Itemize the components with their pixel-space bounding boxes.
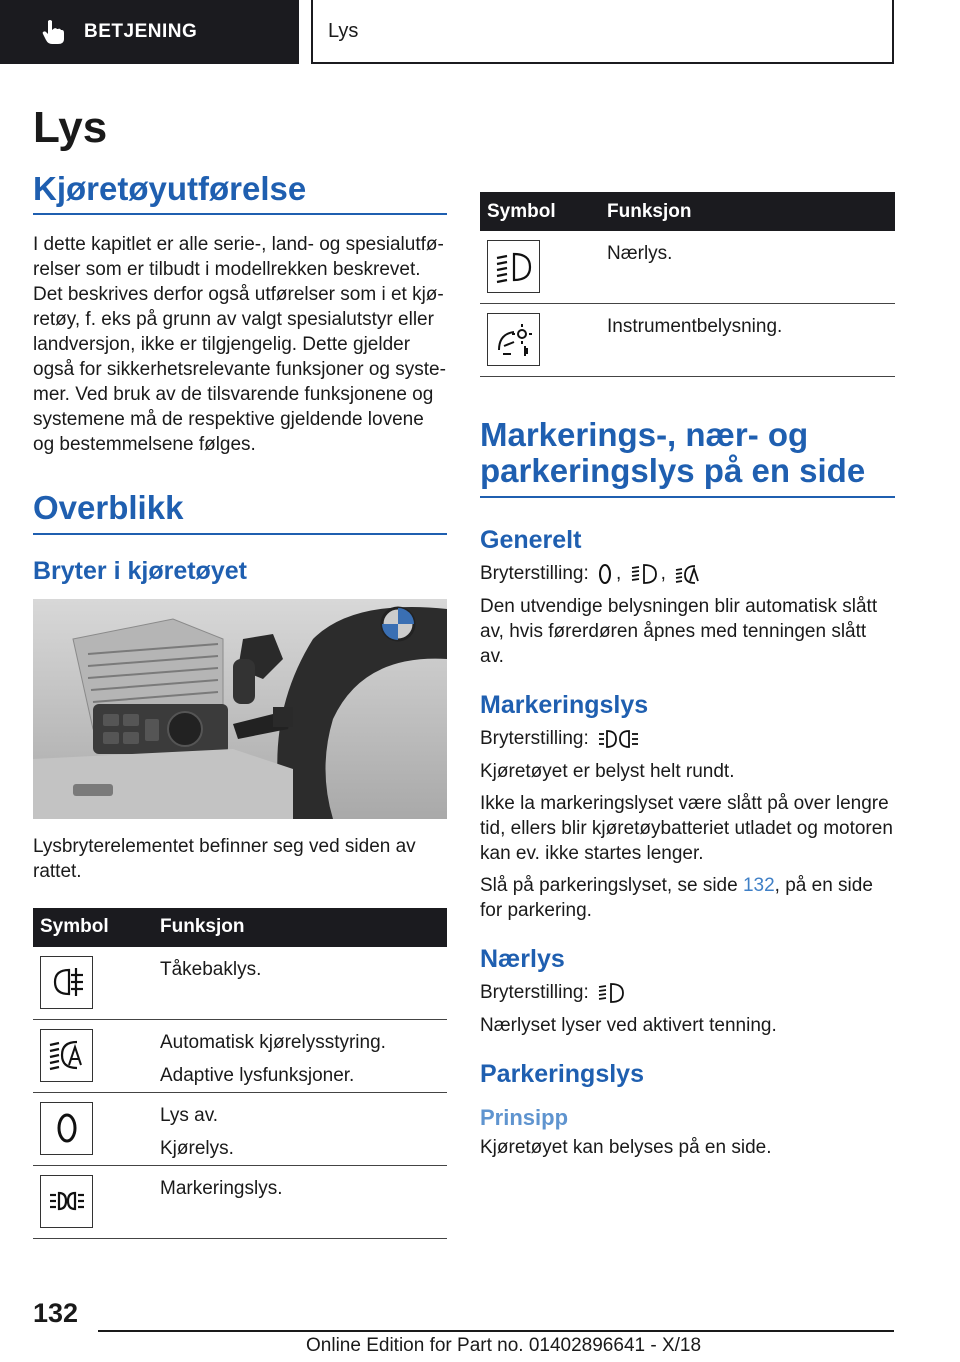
low-beam-icon (598, 982, 624, 1004)
heading-marker-lights: Markeringslys (480, 690, 649, 719)
text: Slå på parkeringslyset, se side (480, 874, 743, 896)
principle-text: Kjøretøyet kan belyses på en side. (480, 1136, 772, 1158)
heading-general: Generelt (480, 525, 582, 554)
heading-vehicle-version: Kjøretøyutførelse (33, 171, 447, 215)
page-link[interactable]: 132 (742, 874, 775, 896)
column-header-symbol: Symbol (33, 908, 150, 947)
photo-caption: Lysbryterelementet befinner seg ved siden av rattet. (33, 835, 416, 882)
column-header-symbol: Symbol (480, 192, 597, 231)
vehicle-version-text: I dette kapitlet er alle serie-, land- og spesialutførelser som er tilbudt i modellrekken beskrevet. Det beskrives derfor også utførelser som i et kjøretøy, f. eks på grunn av valgt spesialutstyr eller landversjon, ikke er tilgjengelig. Dette gjelder også for sikkerhetsrelevante funksjoner og systemer. Ved bruk av de tilsvarende funksjonene og systemene må de respektive gjeldende lovene og bestemmelsene følges. (33, 234, 446, 456)
header-section-tab (0, 0, 299, 64)
marker-text-3 (480, 873, 895, 923)
heading-switch-in-vehicle: Bryter i kjøretøyet (33, 556, 247, 585)
low-beam-icon (631, 563, 657, 585)
switch-position-label: Bryterstilling: (480, 981, 589, 1003)
lights-off-icon (598, 563, 612, 585)
parking-lights-icon (598, 728, 640, 750)
table-row (480, 231, 895, 304)
function-text: Adaptive lysfunksjoner. (160, 1064, 355, 1086)
header-title: Lys (328, 19, 359, 42)
heading-parking-lights: Parkeringslys (480, 1059, 644, 1088)
switch-position-label: Bryterstilling: (480, 727, 589, 749)
hand-pointer-icon (40, 19, 66, 45)
function-text: Automatisk kjørelysstyring. (160, 1031, 386, 1053)
symbol-table-right (480, 192, 895, 377)
table-row (33, 947, 447, 1020)
parking-lights-icon (40, 1175, 93, 1228)
column-header-function: Funksjon (597, 192, 895, 231)
footer-divider (98, 1330, 894, 1332)
page-number: 132 (33, 1298, 79, 1328)
function-text: Tåkebaklys. (160, 958, 262, 980)
function-text: Instrumentbelysning. (607, 316, 783, 337)
lowbeam-text: Nærlyset lyser ved aktivert tenning. (480, 1014, 777, 1036)
left-column (33, 95, 447, 1239)
column-header-function: Funksjon (150, 908, 447, 947)
rear-fog-light-icon (40, 956, 93, 1009)
lowbeam-switch-line (480, 980, 895, 1005)
footer-edition: Online Edition for Part no. 01402896641 - X/18 (306, 1335, 702, 1356)
automatic-headlight-icon (675, 563, 701, 585)
function-text: Markeringslys. (160, 1177, 283, 1199)
separator: , (616, 562, 622, 584)
function-text: Kjørelys. (160, 1137, 234, 1159)
general-switch-line (480, 561, 895, 586)
heading-principle: Prinsipp (480, 1104, 569, 1130)
header-title-box (311, 0, 894, 64)
function-text: Lys av. (160, 1104, 219, 1126)
right-column (480, 192, 895, 1160)
light-switch-photo (33, 599, 447, 819)
table-row (33, 1165, 447, 1238)
heading-overview: Overblikk (33, 490, 447, 534)
low-beam-icon (487, 240, 540, 293)
heading-marker-low-parking: Markerings-, nær- og parkeringslys på en side (480, 417, 895, 498)
switch-position-label: Bryterstilling: (480, 562, 589, 584)
separator: , (660, 562, 666, 584)
heading-low-beam: Nærlys (480, 944, 565, 973)
marker-text-1: Kjøretøyet er belyst helt rundt. (480, 760, 735, 782)
table-row (480, 304, 895, 377)
text: , på en side for parkering. (480, 874, 873, 921)
function-text: Nærlys. (607, 243, 673, 264)
automatic-headlight-icon (40, 1029, 93, 1082)
table-row (33, 1092, 447, 1165)
lights-off-icon (40, 1102, 93, 1155)
instrument-lighting-icon (487, 313, 540, 366)
symbol-table-left (33, 908, 447, 1239)
marker-text-2: Ikke la markeringslyset være slått på over lengre tid, ellers blir kjøretøybatteriet utladet og motoren kan ev. ikke startes lenger. (480, 792, 893, 864)
table-row (33, 1019, 447, 1092)
general-text: Den utvendige belysningen blir automatisk slått av, hvis førerdøren åpnes med tenningen slått av. (480, 595, 878, 667)
page-title: Lys (33, 103, 108, 152)
marker-switch-line (480, 726, 895, 751)
section-label: BETJENING (84, 21, 198, 42)
